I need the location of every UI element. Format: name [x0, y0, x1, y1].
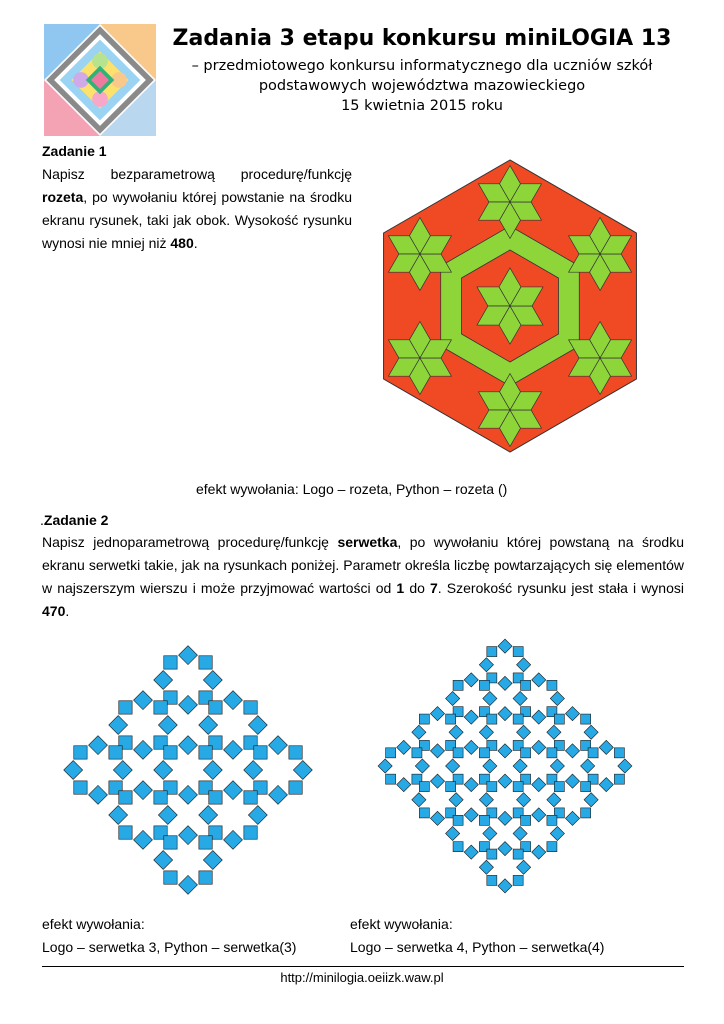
- subtitle-date: 15 kwietnia 2015 roku: [341, 98, 503, 114]
- task2-description: Napisz jednoparametrową procedurę/funkcję serwetka, po wywołaniu której powstaną na środku ekranu serwetki takie, jak na rysunkach poniżej. Parametr określa liczbę powtarzających się elementów w najszerszym wierszu i może przyjmować wartości od 1 do 7. Szerokość rysunku jest stała i wynosi 470.: [42, 534, 684, 619]
- task2-heading: .Zadanie 2: [40, 512, 109, 528]
- rozeta-figure: [362, 142, 658, 470]
- serwetka-3-caption: efekt wywołania: Logo – serwetka 3, Python – serwetka(3): [42, 916, 297, 955]
- minilogia-logo: [44, 24, 156, 136]
- task1-description: Napisz bezparametrową procedurę/funkcję rozeta, po wywołaniu której powstanie na środku ekranu rysunek, taki jak obok. Wysokość rysunku wynosi nie mniej niż 480.: [42, 166, 352, 251]
- footer-url[interactable]: http://minilogia.oeiizk.waw.pl: [280, 970, 444, 985]
- subtitle-line: podstawowych województwa mazowieckiego: [258, 78, 586, 94]
- footer-divider: [42, 966, 684, 967]
- task1-heading: Zadanie 1: [42, 143, 107, 159]
- task1-caption: efekt wywołania: Logo – rozeta, Python – rozeta (): [196, 481, 508, 497]
- subtitle-line: – przedmiotowego konkursu informatycznego dla uczniów szkół: [191, 58, 653, 74]
- serwetka-3-figure: [50, 632, 326, 908]
- serwetka-4-figure: [367, 628, 643, 904]
- page-title: Zadania 3 etapu konkursu miniLOGIA 13: [172, 26, 672, 51]
- serwetka-4-caption: efekt wywołania: Logo – serwetka 4, Python – serwetka(4): [350, 916, 605, 955]
